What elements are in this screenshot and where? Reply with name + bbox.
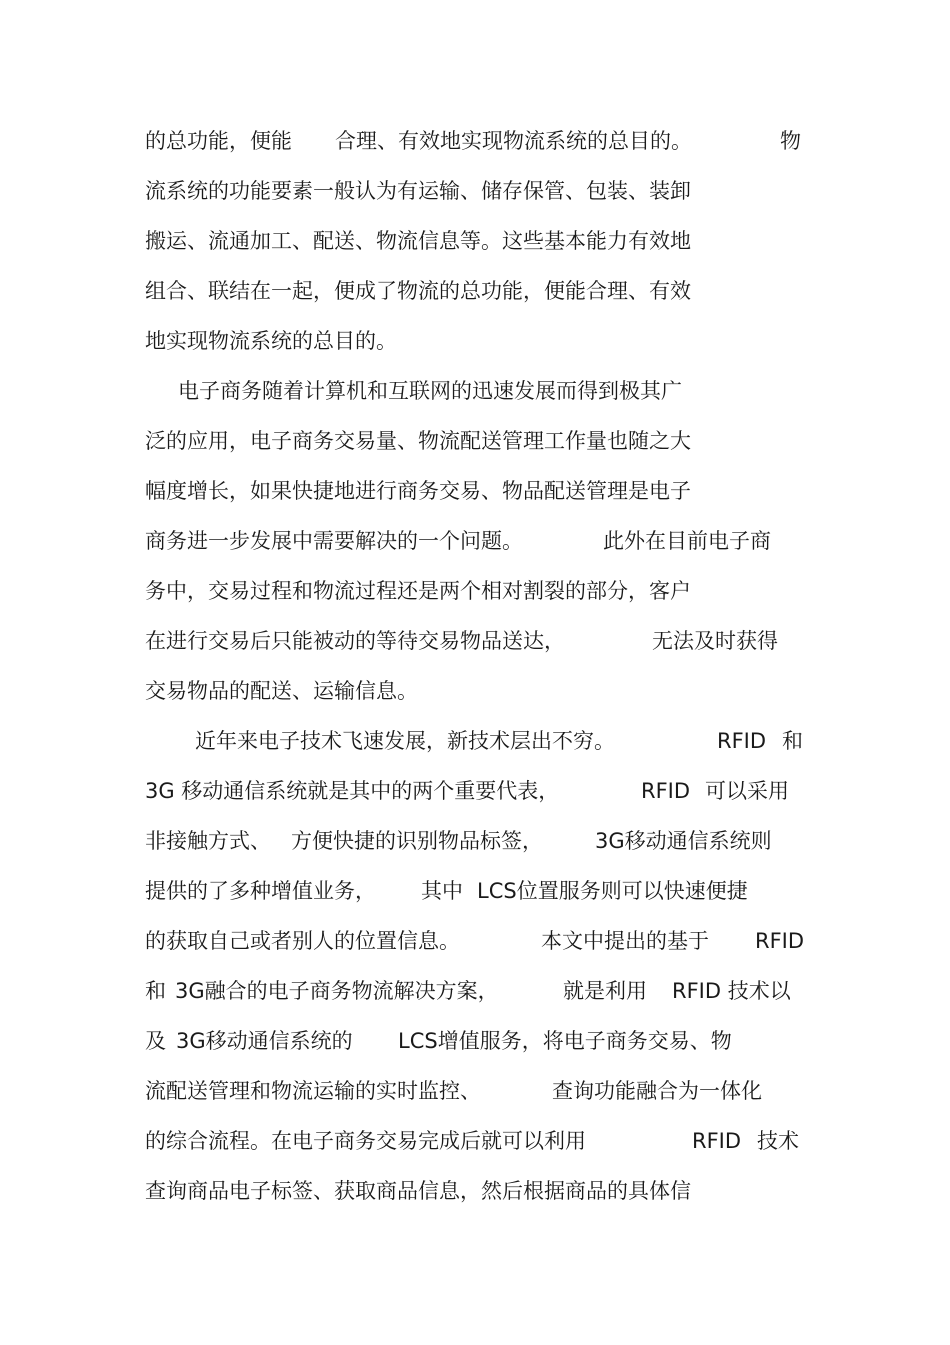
text-segment: 交易物品的配送、运输信息。 — [145, 679, 418, 703]
text-segment: 务中，交易过程和物流过程还是两个相对割裂的部分，客户 — [145, 579, 691, 603]
text-segment: 方便快捷的识别物品标签， — [291, 829, 543, 853]
text-segment: 商务进一步发展中需要解决的一个问题。 — [145, 529, 523, 553]
text-line — [0, 226, 950, 256]
text-segment: 无法及时获得 — [652, 629, 778, 653]
text-segment: 提供的了多种增值业务， — [145, 879, 376, 903]
text-line — [0, 1176, 950, 1206]
text-segment: 查询商品电子标签、获取商品信息，然后根据商品的具体信 — [145, 1179, 691, 1203]
text-segment: RFID — [641, 779, 691, 803]
text-segment: 非接触方式、 — [145, 829, 271, 853]
text-line — [0, 676, 950, 706]
text-segment: RFID — [717, 729, 767, 753]
text-segment: 技术 — [757, 1129, 799, 1153]
text-line — [0, 276, 950, 306]
text-segment: 地实现物流系统的总目的。 — [145, 329, 397, 353]
text-segment: 的获取自己或者别人的位置信息。 — [145, 929, 460, 953]
text-segment: 在进行交易后只能被动的等待交易物品送达， — [145, 629, 565, 653]
text-line — [0, 976, 950, 1006]
text-line — [0, 126, 950, 156]
text-segment: 其中 — [421, 879, 463, 903]
text-segment: 的综合流程。在电子商务交易完成后就可以利用 — [145, 1129, 586, 1153]
text-line — [0, 176, 950, 206]
text-segment: RFID — [755, 929, 805, 953]
text-segment: 组合、联结在一起，便成了物流的总功能，便能合理、有效 — [145, 279, 691, 303]
text-segment: 电子商务随着计算机和互联网的迅速发展而得到极其广 — [178, 379, 682, 403]
text-segment: 的总功能，便能 — [145, 129, 292, 153]
text-segment: 和 — [782, 729, 803, 753]
text-line — [0, 526, 950, 556]
text-segment: 可以采用 — [705, 779, 789, 803]
text-segment: 流配送管理和物流运输的实时监控、 — [145, 1079, 481, 1103]
text-segment: 查询功能融合为一体化 — [552, 1079, 762, 1103]
text-segment: 3G移动通信系统则 — [595, 829, 772, 853]
text-line — [0, 826, 950, 856]
text-line — [0, 1126, 950, 1156]
text-segment: 3G 移动通信系统就是其中的两个重要代表， — [145, 779, 560, 803]
text-line — [0, 376, 950, 406]
text-segment: 流系统的功能要素一般认为有运输、储存保管、包装、装卸 — [145, 179, 691, 203]
text-line — [0, 476, 950, 506]
text-segment: 3G融合的电子商务物流解决方案， — [175, 979, 499, 1003]
text-segment: 及 — [145, 1029, 166, 1053]
text-line — [0, 1076, 950, 1106]
text-segment: 幅度增长，如果快捷地进行商务交易、物品配送管理是电子 — [145, 479, 691, 503]
text-segment: 3G移动通信系统的 — [176, 1029, 353, 1053]
text-segment: 泛的应用，电子商务交易量、物流配送管理工作量也随之大 — [145, 429, 691, 453]
text-line — [0, 876, 950, 906]
text-segment: 近年来电子技术飞速发展，新技术层出不穷。 — [195, 729, 615, 753]
text-segment: 合理、有效地实现物流系统的总目的。 — [335, 129, 692, 153]
text-line — [0, 326, 950, 356]
text-segment: 和 — [145, 979, 166, 1003]
text-line — [0, 1026, 950, 1056]
text-line — [0, 576, 950, 606]
text-segment: LCS增值服务，将电子商务交易、物 — [398, 1029, 732, 1053]
text-segment: 物 — [780, 129, 801, 153]
text-line — [0, 776, 950, 806]
text-segment: 此外在目前电子商 — [603, 529, 771, 553]
text-line — [0, 726, 950, 756]
text-line — [0, 626, 950, 656]
text-segment: 就是利用 — [563, 979, 647, 1003]
text-segment: RFID — [692, 1129, 742, 1153]
text-segment: LCS位置服务则可以快速便捷 — [477, 879, 748, 903]
text-line — [0, 426, 950, 456]
text-segment: 搬运、流通加工、配送、物流信息等。这些基本能力有效地 — [145, 229, 691, 253]
text-segment: 本文中提出的基于 — [541, 929, 709, 953]
text-line — [0, 926, 950, 956]
text-segment: RFID 技术以 — [672, 979, 791, 1003]
